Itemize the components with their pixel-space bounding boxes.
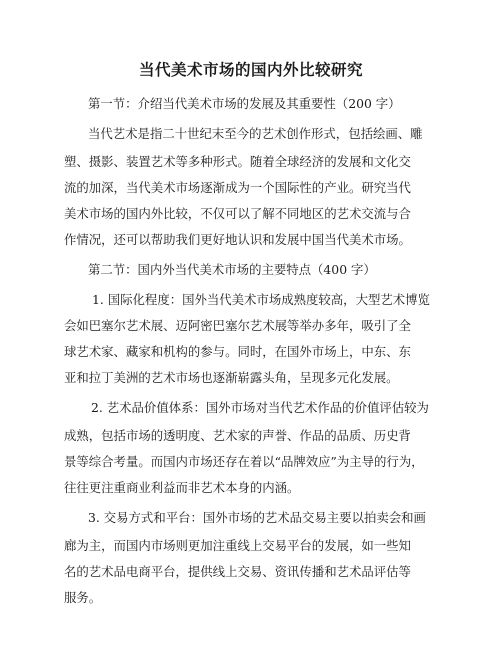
paragraph-line: 作情况，还可以帮助我们更好地认识和发展中国当代美术市场。 [64, 232, 411, 247]
list-item-line: 往往更注重商业利益而非艺术本身的内涵。 [64, 480, 300, 495]
list-item-line: 1. 国际化程度：国外当代美术市场成熟度较高，大型艺术博览 [92, 292, 430, 307]
list-item-line: 亚和拉丁美洲的艺术市场也逐渐崭露头角，呈现多元化发展。 [64, 370, 399, 385]
list-item-line: 球艺术家、藏家和机构的参与。同时，在国外市场上，中东、东 [64, 344, 411, 359]
list-item-line: 2. 艺术品价值体系：国外市场对当代艺术作品的价值评估较为 [91, 400, 429, 415]
list-item-line: 名的艺术品电商平台，提供线上交易、资讯传播和艺术品评估等 [64, 564, 411, 579]
list-item-line: 服务。 [64, 590, 102, 605]
list-item-line: 廊为主，而国内市场则更加注重线上交易平台的发展，如一些知 [64, 538, 411, 553]
paragraph-line: 流的加深，当代美术市场逐渐成为一个国际性的产业。研究当代 [64, 180, 411, 195]
section2-heading: 第二节：国内外当代美术市场的主要特点（400 字） [88, 262, 376, 277]
paragraph-line: 塑、摄影、装置艺术等多种形式。随着全球经济的发展和文化交 [64, 154, 411, 169]
section1-heading: 第一节：介绍当代美术市场的发展及其重要性（200 字） [88, 96, 401, 111]
list-item-line: 景等综合考量。而国内市场还存在着以“品牌效应”为主导的行为， [64, 454, 424, 469]
list-item-line: 3. 交易方式和平台：国外市场的艺术品交易主要以拍卖会和画 [88, 510, 426, 525]
list-item-line: 成熟，包括市场的透明度、艺术家的声誉、作品的品质、历史背 [64, 428, 411, 443]
page-title: 当代美术市场的国内外比较研究 [138, 61, 363, 79]
paragraph-line: 当代艺术是指二十世纪末至今的艺术创作形式，包括绘画、雕 [88, 126, 423, 141]
paragraph-line: 美术市场的国内外比较，不仅可以了解不同地区的艺术交流与合 [64, 206, 411, 221]
list-item-line: 会如巴塞尔艺术展、迈阿密巴塞尔艺术展等举办多年，吸引了全 [64, 318, 411, 333]
